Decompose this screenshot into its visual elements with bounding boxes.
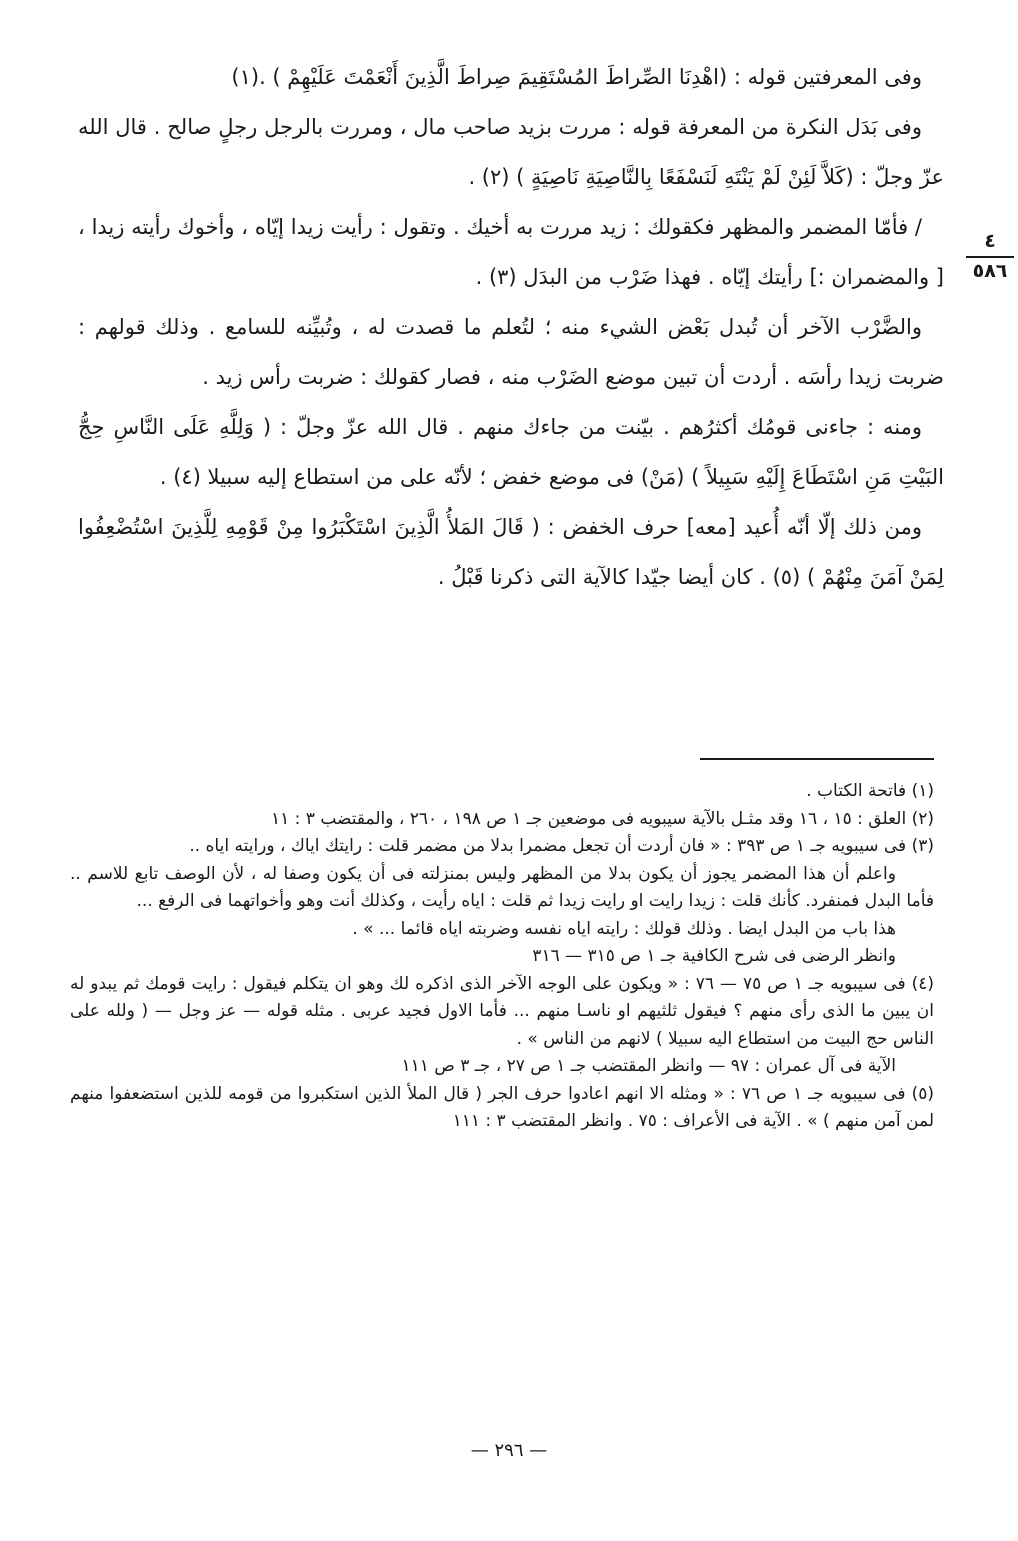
main-text [78, 52, 944, 602]
footnotes [70, 778, 934, 1136]
footnote: (٢) العلق : ١٥ ، ١٦ وقد مثـل بالآية سيبويه فى موضعين جـ ١ ص ١٩٨ ، ٢٦٠ ، والمقتضب ٣ : ١١ [270, 808, 934, 829]
footnote: (٤) فى سيبويه جـ ١ ص ٧٥ — ٧٦ : « ويكون على الوجه الآخر الذى اذكره لك وهو ان يتكلم فيقول : رايت قومك ثم يبدو له ان يبين ما الذى رأى منهم ؟ فيقول ثلثيهم او ناسـا منهم ... فأما الاول فجيد عربى . مثله قوله — عز وجل — ( ولله على الناس حج البيت من استطاع اليه سبيلا ) لانهم من الناس » . [70, 973, 934, 1049]
paragraph: وفى بَدَل النكرة من المعرفة قوله : مررت بزيد صاحب مال ، ومررت بالرجل رجلٍ صالح . قال الله عزّ وجلّ : (كَلاَّ لَئِنْ لَمْ يَنْتَهِ لَنَسْفَعًا بِالنَّاصِيَةِ نَاصِيَةٍ ) (٢) . [78, 115, 944, 189]
paragraph: وفى المعرفتين قوله : (اهْدِنَا الصِّراطَ المُسْتَقِيمَ صِراطَ الَّذِينَ أَنْعَمْتَ عَلَيْهِمْ ) .(١) [231, 65, 922, 89]
margin-volume-number: ٤ [966, 228, 1014, 258]
paragraph: / فأمّا المضمر والمظهر فكقولك : زيد مررت به أخيك . وتقول : رأيت زيدا إيّاه ، وأخوك رأيته زيدا ، [ والمضمران :] رأيتك إيّاه . فهذا ضَرْب من البدَل (٣) . [78, 215, 944, 289]
footnote: (١) فاتحة الكتاب . [806, 781, 934, 801]
footnote: (٥) فى سيبويه جـ ١ ص ٧٦ : « ومثله الا انهم اعادوا حرف الجر ( قال الملأ الذين استكبروا من قومه للذين استضعفوا منهم لمن آمن منهم ) » . الآية فى الأعراف : ٧٥ . وانظر المقتضب ٣ : ١١١ [70, 1083, 934, 1131]
paragraph: ومنه : جاءنى قومُك أكثرُهم . بيّنت من جاءك منهم . قال الله عزّ وجلّ : ( وَلِلَّهِ عَلَى النَّاسِ حِجُّ البَيْتِ مَنِ اسْتَطَاعَ إِلَيْهِ سَبِيلاً ) (مَنْ) فى موضع خفض ؛ لأنّه على من استطاع إليه سبيلا (٤) . [78, 415, 944, 489]
footnote-continuation: واعلم أن هذا المضمر يجوز أن يكون بدلا من المظهر وليس بمنزلته فى أن يكون وصفا له ، لأن الوصف تابع للاسم .. فأما البدل فمنفرد. كأنك قلت : زيدا رايت او رايت زيدا ثم قلت : اياه رأيت ، وكذلك أنت وهو وأخواتهما فى الرفع ... [70, 863, 934, 911]
footnote-continuation: هذا باب من البدل ايضا . وذلك قولك : رايته اياه نفسه وضربته اياه قائما ... » . [352, 918, 896, 939]
page-number: — ٢٩٦ — [470, 1440, 548, 1461]
paragraph: ومن ذلك إلّا أنّه أُعيد [معه] حرف الخفض : ( قَالَ المَلأُ الَّذِينَ اسْتَكْبَرُوا مِنْ قَوْمِهِ لِلَّذِينَ اسْتُضْعِفُوا لِمَنْ آمَنَ مِنْهُمْ ) (٥) . كان أيضا جيّدا كالآية التى ذكرنا قَبْلُ . [78, 515, 944, 589]
footnote-continuation: وانظر الرضى فى شرح الكافية جـ ١ ص ٣١٥ — ٣١٦ [532, 946, 896, 966]
margin-page-number: ٥٨٦ [972, 260, 1008, 282]
margin-page-reference [966, 228, 1014, 284]
paragraph: والضَّرْب الآخر أن تُبدل بَعْض الشيء منه ؛ لتُعلم ما قصدت له ، وتُبيِّنه للسامع . وذلك قولهم : ضربت زيدا رأسَه . أردت أن تبين موضع الضَرْب منه ، فصار كقولك : ضربت رأس زيد . [78, 315, 944, 389]
footnote-divider [700, 758, 934, 760]
footnote-continuation: الآية فى آل عمران : ٩٧ — وانظر المقتضب جـ ١ ص ٢٧ ، جـ ٣ ص ١١١ [401, 1056, 896, 1076]
footnote: (٣) فى سيبويه جـ ١ ص ٣٩٣ : « فان أردت أن تجعل مضمرا بدلا من مضمر قلت : رايتك اياك ، ورايته اياه .. [189, 836, 934, 856]
